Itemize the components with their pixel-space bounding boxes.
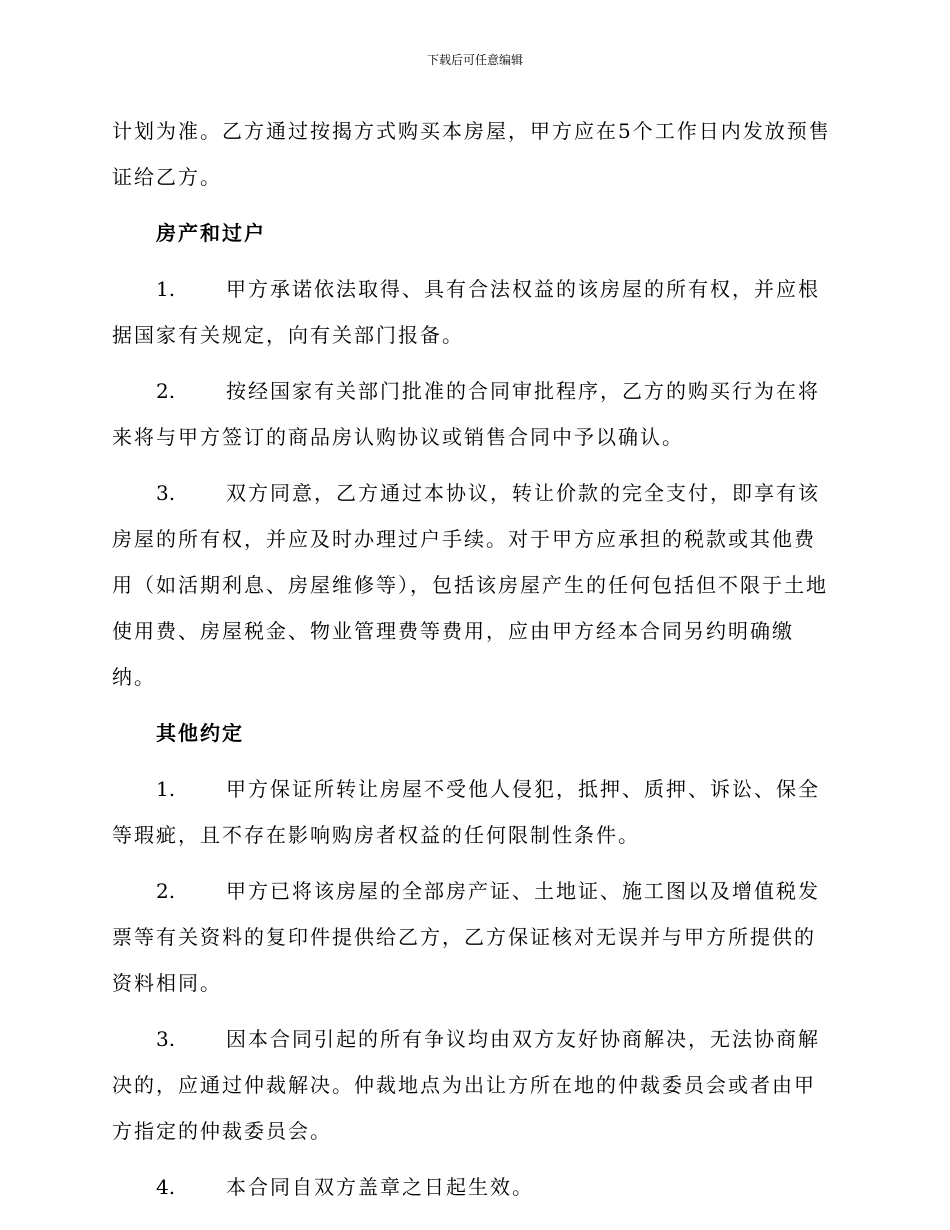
document-body [112,108,837,1220]
item-number: 1. [156,777,176,801]
item-number: 3. [156,1027,176,1051]
item-text: 本合同自双方盖章之日起生效。 [226,1175,534,1199]
intro-paragraph: 计划为准。乙方通过按揭方式购买本房屋，甲方应在5个工作日内发放预售证给乙方。 [112,119,831,189]
page-header: 下载后可任意编辑 [426,53,523,67]
list-item [112,266,837,358]
item-number: 2. [156,879,176,903]
list-item [112,868,837,1006]
list-item [112,470,837,700]
item-text: 甲方承诺依法取得、具有合法权益的该房屋的所有权，并应根据国家有关规定，向有关部门报备。 [112,277,820,347]
list-item [112,1016,837,1154]
list-item [112,766,837,858]
item-number: 4. [156,1175,176,1199]
item-number: 2. [156,379,176,403]
section-heading-other-terms: 其他约定 [156,721,244,745]
item-number: 3. [156,481,176,505]
section-heading-property-transfer: 房产和过户 [156,221,266,245]
item-text: 甲方已将该房屋的全部房产证、土地证、施工图以及增值税发票等有关资料的复印件提供给乙方，乙方保证核对无误并与甲方所提供的资料相同。 [112,879,820,995]
item-text: 因本合同引起的所有争议均由双方友好协商解决，无法协商解决的，应通过仲裁解决。仲裁地点为出让方所在地的仲裁委员会或者由甲方指定的仲裁委员会。 [112,1027,820,1143]
list-item [112,1164,837,1210]
list-item [112,368,837,460]
item-text: 双方同意，乙方通过本协议，转让价款的完全支付，即享有该房屋的所有权，并应及时办理过户手续。对于甲方应承担的税款或其他费用（如活期利息、房屋维修等），包括该房屋产生的任何包括但不限于土地使用费、房屋税金、物业管理费等费用，应由甲方经本合同另约明确缴纳。 [112,481,828,689]
item-text: 按经国家有关部门批准的合同审批程序，乙方的购买行为在将来将与甲方签订的商品房认购协议或销售合同中予以确认。 [112,379,820,449]
item-text: 甲方保证所转让房屋不受他人侵犯，抵押、质押、诉讼、保全等瑕疵，且不存在影响购房者权益的任何限制性条件。 [112,777,820,847]
item-number: 1. [156,277,176,301]
